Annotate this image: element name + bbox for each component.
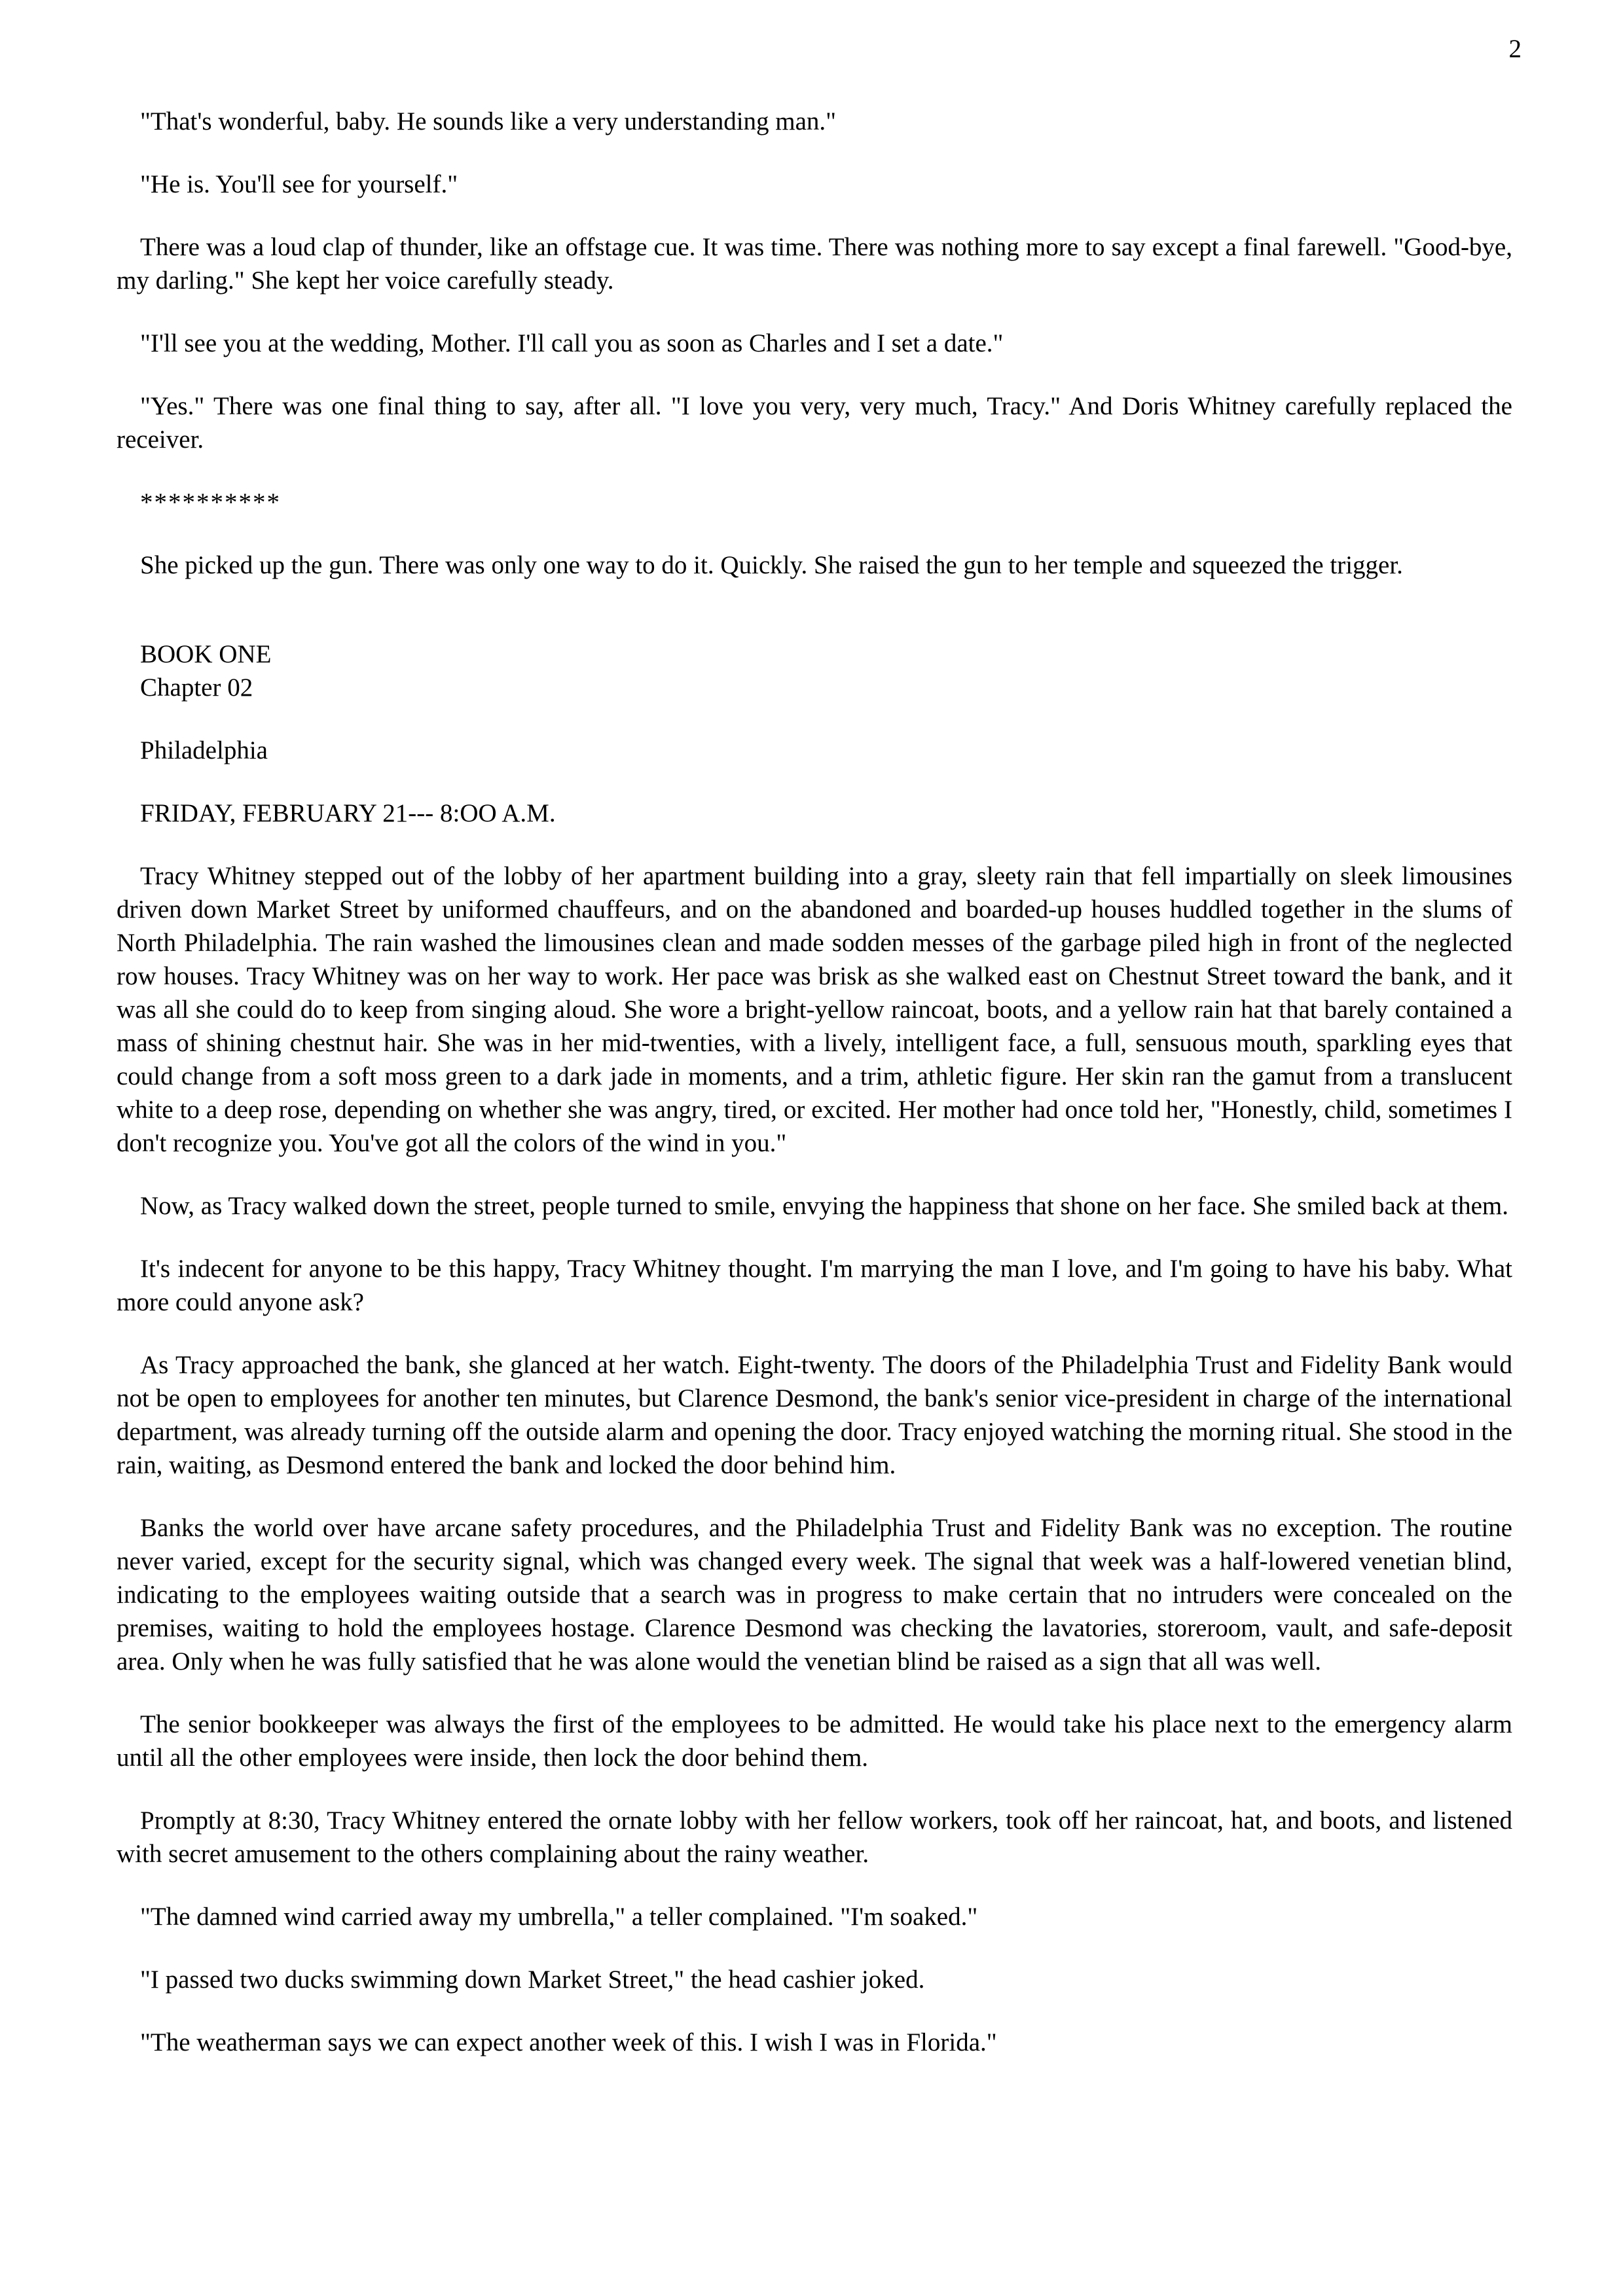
location-label: Philadelphia xyxy=(140,736,268,764)
paragraph-thunder: There was a loud clap of thunder, like an offstage cue. It was time. There was nothing more to say except a final farewell. "Good-bye, my darling." She kept her voice carefully steady. xyxy=(117,233,1512,295)
paragraph-bank-approach: As Tracy approached the bank, she glanced at her watch. Eight-twenty. The doors of the Philadelphia Trust and Fidelity Bank would not be open to employees for another ten minutes, but Clarence Desmond, the bank's senior vice-president in charge of the international department, was already turning off the outside alarm and opening the door. Tracy enjoyed watching the morning ritual. She stood in the rain, waiting, as Desmond entered the bank and locked the door behind him. xyxy=(117,1351,1512,1479)
chapter-heading xyxy=(117,637,1512,704)
paragraph-dialogue-1: "That's wonderful, baby. He sounds like a very understanding man." xyxy=(140,107,837,135)
location-heading xyxy=(117,734,1512,767)
page-number: 2 xyxy=(1508,35,1522,63)
paragraph-ducks: "I passed two ducks swimming down Market Street," the head cashier joked. xyxy=(140,1965,925,1994)
chapter-title: Chapter 02 xyxy=(140,673,253,702)
paragraph-farewell: "Yes." There was one final thing to say, after all. "I love you very, very much, Tracy." And Doris Whitney carefully replaced the receiver. xyxy=(117,392,1512,454)
paragraph-umbrella: "The damned wind carried away my umbrella," a teller complained. "I'm soaked." xyxy=(140,1903,978,1931)
paragraph-security: Banks the world over have arcane safety procedures, and the Philadelphia Trust and Fidelity Bank was no exception. The routine never varied, except for the security signal, which was changed every week. The signal that week was a half-lowered venetian blind, indicating to the employees waiting outside that a search was in progress to make certain that no intruders were concealed on the premises, waiting to hold the employees hostage. Clarence Desmond was checking the lavatories, storeroom, vault, and safe-deposit area. Only when he was fully satisfied that he was alone would the venetian blind be raised as a sign that all was well. xyxy=(117,1514,1512,1676)
paragraph-lobby: Promptly at 8:30, Tracy Whitney entered the ornate lobby with her fellow workers, took off her raincoat, hat, and boots, and listened with secret amusement to the others complaining about the rainy weather. xyxy=(117,1806,1512,1868)
paragraph-happy: It's indecent for anyone to be this happy, Tracy Whitney thought. I'm marrying the man I love, and I'm going to have his baby. What more could anyone ask? xyxy=(117,1255,1512,1316)
paragraph-wedding: "I'll see you at the wedding, Mother. I'll call you as soon as Charles and I set a date." xyxy=(140,329,1004,357)
paragraph-tracy-walk: Tracy Whitney stepped out of the lobby of her apartment building into a gray, sleety rain that fell impartially on sleek limousines driven down Market Street by uniformed chauffeurs, and on the abandoned and boarded-up houses huddled together in the slums of North Philadelphia. The rain washed the limousines clean and made sodden messes of the garbage piled high in front of the neglected row houses. Tracy Whitney was on her way to work. Her pace was brisk as she walked east on Chestnut Street toward the bank, and it was all she could do to keep from singing aloud. She wore a bright-yellow raincoat, boots, and a yellow rain hat that barely contained a mass of shining chestnut hair. She was in her mid-twenties, with a lively, intelligent face, a full, sensuous mouth, sparkling eyes that could change from a soft moss green to a dark jade in moments, and a trim, athletic figure. Her skin ran the gamut from a translucent white to a deep rose, depending on whether she was angry, tired, or excited. Her mother had once told her, "Honestly, child, sometimes I don't recognize you. You've got all the colors of the wind in you." xyxy=(117,862,1512,1157)
paragraph-dialogue-2: "He is. You'll see for yourself." xyxy=(140,170,458,198)
document-body xyxy=(117,105,1512,2089)
paragraph-smile: Now, as Tracy walked down the street, people turned to smile, envying the happiness that shone on her face. She smiled back at them. xyxy=(140,1192,1508,1220)
datetime-heading xyxy=(117,797,1512,830)
paragraph-weather: "The weatherman says we can expect another week of this. I wish I was in Florida." xyxy=(140,2028,997,2056)
scene-separator: ********** xyxy=(140,488,281,516)
paragraph-bookkeeper: The senior bookkeeper was always the first of the employees to be admitted. He would take his place next to the emergency alarm until all the other employees were inside, then lock the door behind them. xyxy=(117,1710,1512,1772)
book-title: BOOK ONE xyxy=(140,640,272,668)
datetime-label: FRIDAY, FEBRUARY 21--- 8:OO A.M. xyxy=(140,799,556,827)
paragraph-gun: She picked up the gun. There was only one way to do it. Quickly. She raised the gun to her temple and squeezed the trigger. xyxy=(140,551,1403,579)
